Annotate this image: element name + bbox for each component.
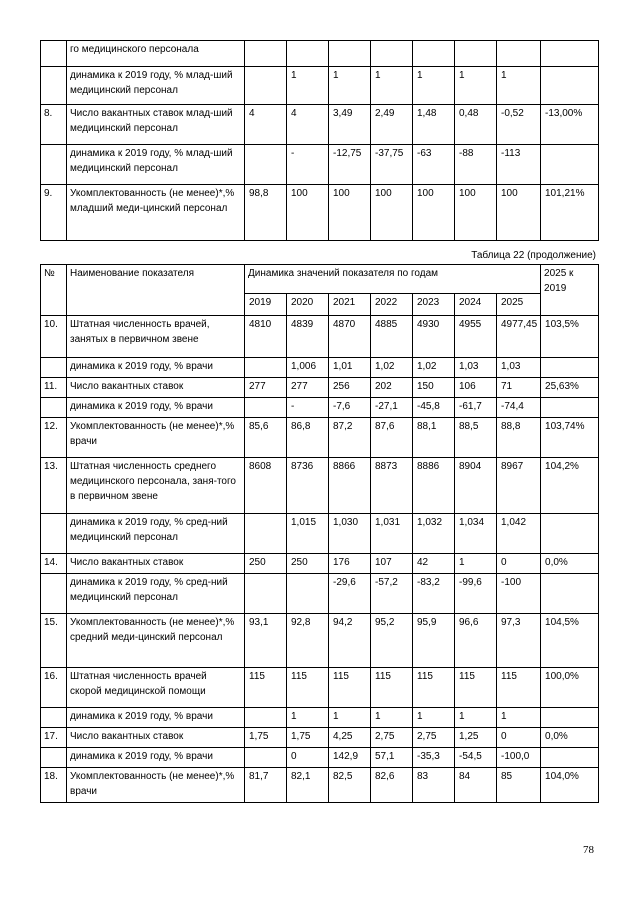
row-value: 95,2 <box>371 614 413 668</box>
table-22 <box>40 264 599 803</box>
table-continuation-body <box>41 41 599 241</box>
row-value <box>245 67 287 105</box>
row-ratio <box>541 514 599 554</box>
header-number: № <box>41 265 67 316</box>
row-value: -57,2 <box>371 574 413 614</box>
row-value: 85,6 <box>245 418 287 458</box>
row-value: 4 <box>245 105 287 145</box>
table-row <box>41 514 599 554</box>
row-value: 1,006 <box>287 358 329 378</box>
row-ratio: 104,2% <box>541 458 599 514</box>
row-ratio <box>541 358 599 378</box>
row-value: -113 <box>497 145 541 185</box>
row-value: 1,03 <box>455 358 497 378</box>
row-value: 71 <box>497 378 541 398</box>
row-value: 142,9 <box>329 748 371 768</box>
header-year: 2020 <box>287 294 329 316</box>
row-value: 2,49 <box>371 105 413 145</box>
row-ratio: 104,5% <box>541 614 599 668</box>
row-value: 88,5 <box>455 418 497 458</box>
row-value: 1,015 <box>287 514 329 554</box>
row-value <box>371 41 413 67</box>
row-value: 4810 <box>245 316 287 358</box>
row-value: -61,7 <box>455 398 497 418</box>
row-indicator-name: динамика к 2019 году, % млад-ший медицинский персонал <box>67 145 245 185</box>
row-value: 1 <box>371 708 413 728</box>
row-value: 1,75 <box>245 728 287 748</box>
row-number: 9. <box>41 185 67 241</box>
row-value: 4977,45 <box>497 316 541 358</box>
row-value: -37,75 <box>371 145 413 185</box>
table-row <box>41 105 599 145</box>
row-value: 115 <box>413 668 455 708</box>
row-value: 4839 <box>287 316 329 358</box>
row-value: 87,6 <box>371 418 413 458</box>
row-ratio: 103,5% <box>541 316 599 358</box>
row-number <box>41 574 67 614</box>
row-number: 8. <box>41 105 67 145</box>
row-value: -12,75 <box>329 145 371 185</box>
row-value: 97,3 <box>497 614 541 668</box>
row-value: 42 <box>413 554 455 574</box>
row-value: -99,6 <box>455 574 497 614</box>
row-value: 250 <box>287 554 329 574</box>
row-value: 106 <box>455 378 497 398</box>
row-value: 88,8 <box>497 418 541 458</box>
header-year: 2021 <box>329 294 371 316</box>
row-value: -7,6 <box>329 398 371 418</box>
table-row <box>41 145 599 185</box>
row-value: 0 <box>497 554 541 574</box>
row-value: 1 <box>455 708 497 728</box>
row-indicator-name: Число вакантных ставок млад-ший медицинский персонал <box>67 105 245 145</box>
row-value: -0,52 <box>497 105 541 145</box>
row-value: 1 <box>287 67 329 105</box>
row-value: 1 <box>497 67 541 105</box>
row-value: 1 <box>413 67 455 105</box>
row-value <box>245 748 287 768</box>
header-year: 2025 <box>497 294 541 316</box>
row-value: 95,9 <box>413 614 455 668</box>
row-number: 17. <box>41 728 67 748</box>
row-value: 1 <box>497 708 541 728</box>
row-ratio: 25,63% <box>541 378 599 398</box>
table-row <box>41 574 599 614</box>
table-row <box>41 748 599 768</box>
row-value: 84 <box>455 768 497 803</box>
table-row <box>41 708 599 728</box>
row-value: 1 <box>455 67 497 105</box>
row-value: 0 <box>287 748 329 768</box>
row-ratio: 103,74% <box>541 418 599 458</box>
row-value <box>245 41 287 67</box>
table-row <box>41 614 599 668</box>
table-row <box>41 378 599 398</box>
row-value: 8608 <box>245 458 287 514</box>
row-value: 250 <box>245 554 287 574</box>
row-value: 57,1 <box>371 748 413 768</box>
row-indicator-name: Число вакантных ставок <box>67 728 245 748</box>
row-value: 115 <box>329 668 371 708</box>
row-value: 8886 <box>413 458 455 514</box>
row-ratio: -13,00% <box>541 105 599 145</box>
row-value: 82,5 <box>329 768 371 803</box>
row-value <box>245 398 287 418</box>
row-value: -88 <box>455 145 497 185</box>
row-value: 82,6 <box>371 768 413 803</box>
row-value: 277 <box>245 378 287 398</box>
row-value: 8873 <box>371 458 413 514</box>
table-row <box>41 67 599 105</box>
row-value: 82,1 <box>287 768 329 803</box>
row-value <box>245 708 287 728</box>
header-year: 2024 <box>455 294 497 316</box>
row-value: 1,25 <box>455 728 497 748</box>
row-number: 12. <box>41 418 67 458</box>
row-value: 86,8 <box>287 418 329 458</box>
row-value: -35,3 <box>413 748 455 768</box>
row-number: 15. <box>41 614 67 668</box>
table-caption: Таблица 22 (продолжение) <box>471 250 596 261</box>
table-row <box>41 398 599 418</box>
row-ratio <box>541 67 599 105</box>
row-indicator-name: Укомплектованность (не менее)*,% младший меди-цинский персонал <box>67 185 245 241</box>
table-22-body <box>41 316 599 803</box>
table-row <box>41 41 599 67</box>
row-ratio <box>541 145 599 185</box>
row-value: 94,2 <box>329 614 371 668</box>
page-number: 78 <box>583 844 594 856</box>
row-value: 1,032 <box>413 514 455 554</box>
row-number: 18. <box>41 768 67 803</box>
header-indicator-name: Наименование показателя <box>67 265 245 316</box>
row-value: -83,2 <box>413 574 455 614</box>
row-number: 16. <box>41 668 67 708</box>
header-year: 2023 <box>413 294 455 316</box>
row-value: 0 <box>497 728 541 748</box>
row-ratio <box>541 748 599 768</box>
table-row <box>41 458 599 514</box>
row-ratio: 0,0% <box>541 554 599 574</box>
row-value: 1,031 <box>371 514 413 554</box>
row-value: 1,030 <box>329 514 371 554</box>
row-value: 115 <box>287 668 329 708</box>
row-value: -100,0 <box>497 748 541 768</box>
row-ratio <box>541 574 599 614</box>
row-value: 4,25 <box>329 728 371 748</box>
row-value: 100 <box>287 185 329 241</box>
row-value: 81,7 <box>245 768 287 803</box>
row-number <box>41 358 67 378</box>
row-value: 2,75 <box>371 728 413 748</box>
header-ratio: 2025 к 2019 <box>541 265 599 316</box>
row-value <box>329 41 371 67</box>
row-value: 115 <box>245 668 287 708</box>
row-ratio: 0,0% <box>541 728 599 748</box>
row-value <box>245 514 287 554</box>
row-value: - <box>287 145 329 185</box>
table-row <box>41 418 599 458</box>
header-year: 2022 <box>371 294 413 316</box>
row-indicator-name: динамика к 2019 году, % врачи <box>67 358 245 378</box>
row-value: 1,01 <box>329 358 371 378</box>
row-value: 1,48 <box>413 105 455 145</box>
row-value: 85 <box>497 768 541 803</box>
row-value <box>287 41 329 67</box>
row-indicator-name: динамика к 2019 году, % врачи <box>67 748 245 768</box>
row-indicator-name: Штатная численность врачей, занятых в первичном звене <box>67 316 245 358</box>
row-indicator-name: Штатная численность среднего медицинского персонала, заня-того в первичном звене <box>67 458 245 514</box>
row-value: 1,02 <box>371 358 413 378</box>
row-number <box>41 67 67 105</box>
row-value: 150 <box>413 378 455 398</box>
row-indicator-name: Укомплектованность (не менее)*,% средний меди-цинский персонал <box>67 614 245 668</box>
row-value: 1,034 <box>455 514 497 554</box>
table-row <box>41 768 599 803</box>
row-value: 8736 <box>287 458 329 514</box>
row-ratio <box>541 41 599 67</box>
row-number <box>41 145 67 185</box>
row-number <box>41 398 67 418</box>
row-indicator-name: Укомплектованность (не менее)*,% врачи <box>67 418 245 458</box>
row-indicator-name: динамика к 2019 году, % сред-ний медицинский персонал <box>67 514 245 554</box>
row-value: 107 <box>371 554 413 574</box>
row-value: -27,1 <box>371 398 413 418</box>
table-row <box>41 316 599 358</box>
table-row <box>41 668 599 708</box>
row-value: 100 <box>497 185 541 241</box>
row-number: 10. <box>41 316 67 358</box>
table-row <box>41 185 599 241</box>
row-number <box>41 748 67 768</box>
row-value: 100 <box>455 185 497 241</box>
row-ratio: 100,0% <box>541 668 599 708</box>
row-number: 13. <box>41 458 67 514</box>
row-indicator-name: Число вакантных ставок <box>67 554 245 574</box>
row-indicator-name: динамика к 2019 году, % сред-ний медицинский персонал <box>67 574 245 614</box>
row-value <box>287 574 329 614</box>
row-value: 8904 <box>455 458 497 514</box>
table-continuation <box>40 40 599 241</box>
row-value <box>245 358 287 378</box>
row-value: 4870 <box>329 316 371 358</box>
row-value: 100 <box>371 185 413 241</box>
row-ratio <box>541 398 599 418</box>
row-value: 98,8 <box>245 185 287 241</box>
row-value: 100 <box>413 185 455 241</box>
row-value: -45,8 <box>413 398 455 418</box>
row-value: 202 <box>371 378 413 398</box>
row-value <box>245 145 287 185</box>
row-value: 115 <box>497 668 541 708</box>
row-ratio: 104,0% <box>541 768 599 803</box>
row-value: 1,02 <box>413 358 455 378</box>
row-value: 1 <box>413 708 455 728</box>
table-row <box>41 358 599 378</box>
row-value: 8967 <box>497 458 541 514</box>
row-indicator-name: динамика к 2019 году, % млад-ший медицинский персонал <box>67 67 245 105</box>
row-value: 83 <box>413 768 455 803</box>
row-value: 1 <box>329 67 371 105</box>
row-indicator-name: динамика к 2019 году, % врачи <box>67 398 245 418</box>
row-value: 176 <box>329 554 371 574</box>
row-value: -100 <box>497 574 541 614</box>
row-value: 3,49 <box>329 105 371 145</box>
row-ratio: 101,21% <box>541 185 599 241</box>
row-value: 115 <box>371 668 413 708</box>
row-value: 96,6 <box>455 614 497 668</box>
row-ratio <box>541 708 599 728</box>
header-year: 2019 <box>245 294 287 316</box>
row-value: 4930 <box>413 316 455 358</box>
row-value: 4955 <box>455 316 497 358</box>
row-value <box>455 41 497 67</box>
row-value: - <box>287 398 329 418</box>
row-indicator-name: го медицинского персонала <box>67 41 245 67</box>
row-value: 1 <box>455 554 497 574</box>
row-number <box>41 41 67 67</box>
row-value: 277 <box>287 378 329 398</box>
row-value: 1 <box>329 708 371 728</box>
row-value: -63 <box>413 145 455 185</box>
row-value: 87,2 <box>329 418 371 458</box>
row-number: 11. <box>41 378 67 398</box>
row-value: 1 <box>287 708 329 728</box>
row-number <box>41 708 67 728</box>
row-value: 92,8 <box>287 614 329 668</box>
row-value <box>245 574 287 614</box>
row-value: 1 <box>371 67 413 105</box>
row-value: 0,48 <box>455 105 497 145</box>
row-value: 1,03 <box>497 358 541 378</box>
table-row <box>41 554 599 574</box>
row-indicator-name: Число вакантных ставок <box>67 378 245 398</box>
row-value: 4885 <box>371 316 413 358</box>
table-row <box>41 728 599 748</box>
row-value: 115 <box>455 668 497 708</box>
row-value <box>497 41 541 67</box>
row-value: 256 <box>329 378 371 398</box>
header-dynamics-group: Динамика значений показателя по годам <box>245 265 541 294</box>
row-value: 8866 <box>329 458 371 514</box>
table-header-row <box>41 265 599 294</box>
row-value: 100 <box>329 185 371 241</box>
row-number: 14. <box>41 554 67 574</box>
row-indicator-name: Штатная численность врачей скорой медицинской помощи <box>67 668 245 708</box>
row-value: 1,75 <box>287 728 329 748</box>
row-value: -29,6 <box>329 574 371 614</box>
row-value: 2,75 <box>413 728 455 748</box>
row-value: -74,4 <box>497 398 541 418</box>
row-value <box>413 41 455 67</box>
row-value: -54,5 <box>455 748 497 768</box>
row-number <box>41 514 67 554</box>
row-value: 1,042 <box>497 514 541 554</box>
row-value: 88,1 <box>413 418 455 458</box>
row-indicator-name: Укомплектованность (не менее)*,% врачи <box>67 768 245 803</box>
row-value: 4 <box>287 105 329 145</box>
row-indicator-name: динамика к 2019 году, % врачи <box>67 708 245 728</box>
row-value: 93,1 <box>245 614 287 668</box>
